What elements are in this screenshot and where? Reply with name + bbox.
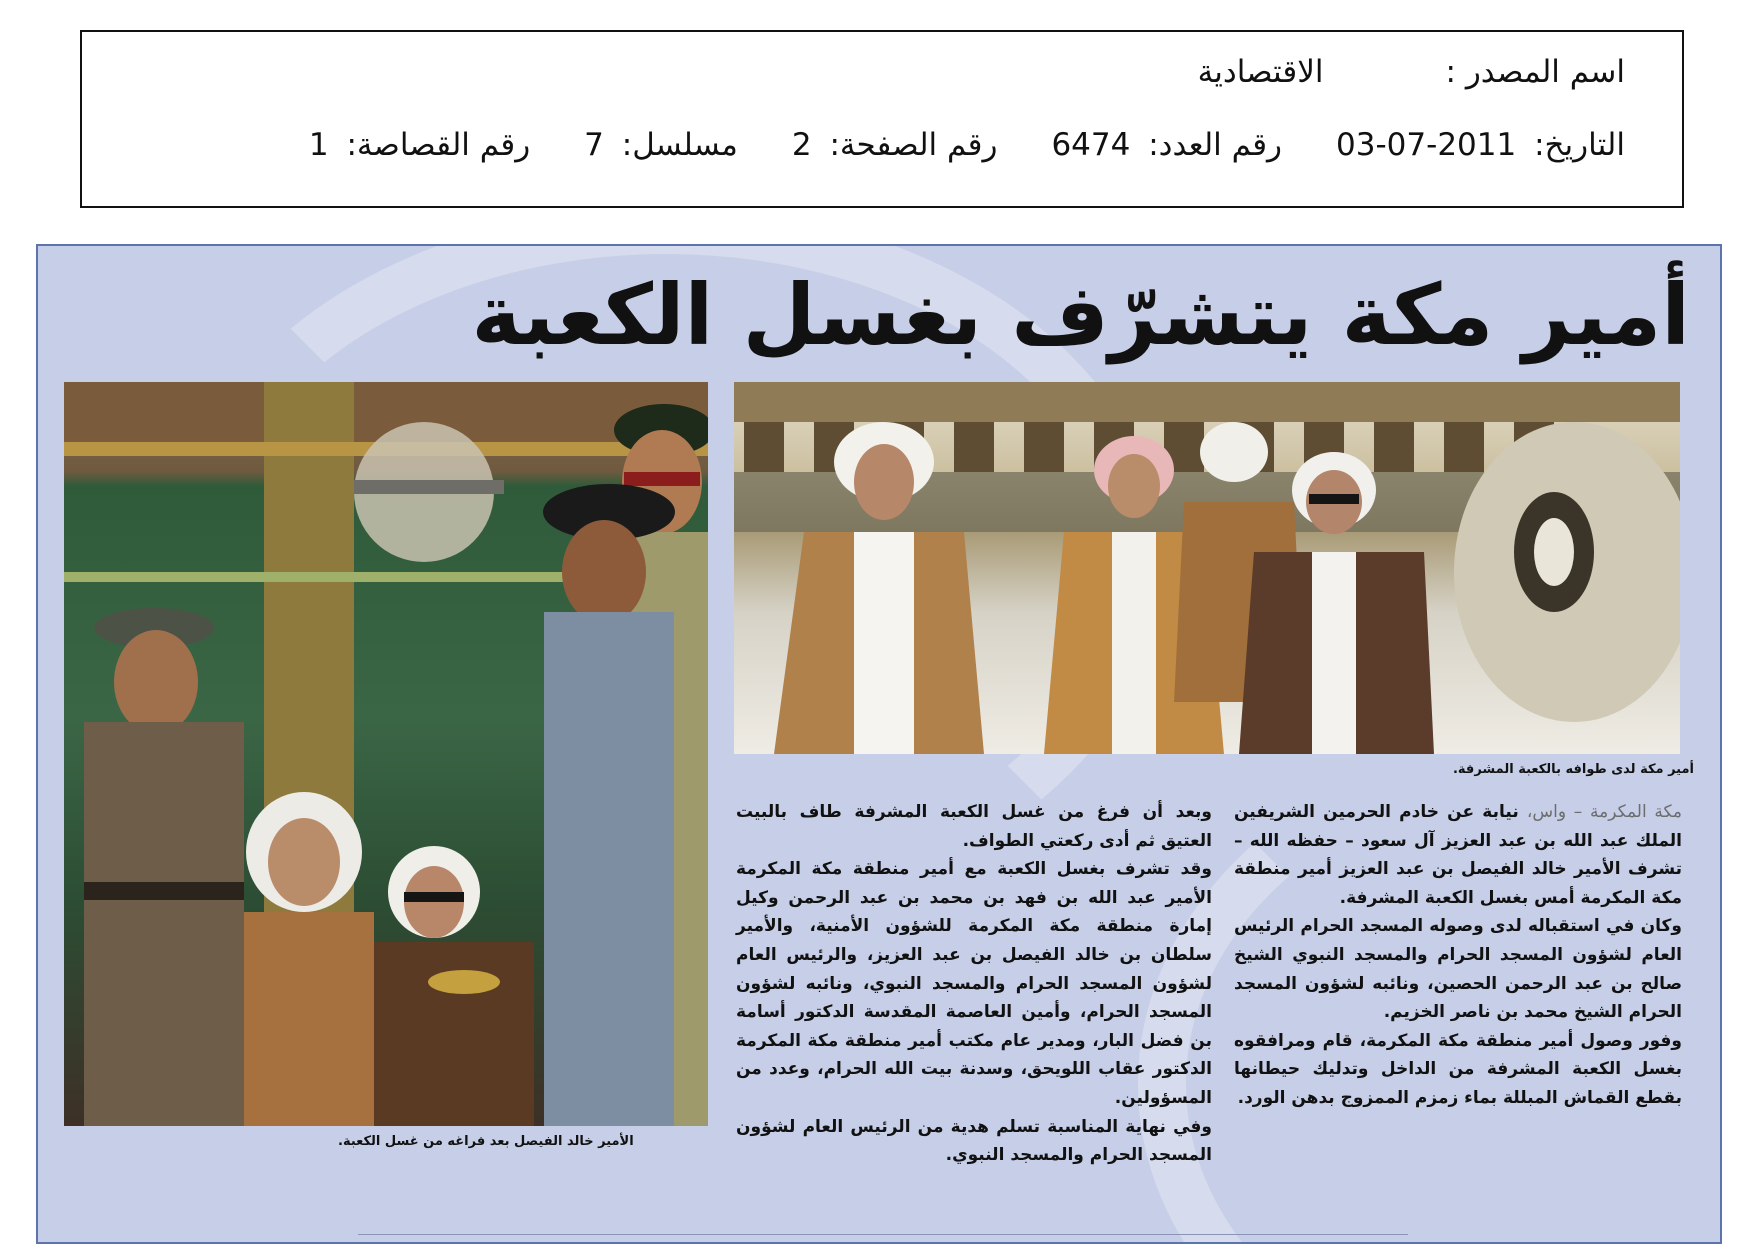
source-row — [1198, 54, 1625, 90]
page-value: 2 — [791, 127, 812, 163]
source-label: اسم المصدر : — [1445, 54, 1625, 90]
photo-caption-procession: أمير مكة لدى طوافه بالكعبة المشرفة. — [1452, 762, 1694, 777]
photo-caption-washing: الأمير خالد الفيصل بعد فراغه من غسل الكعبة. — [338, 1134, 634, 1149]
page-field — [792, 127, 998, 163]
article-paragraph: وكان في استقباله لدى وصوله المسجد الحرام الرئيس العام لشؤون المسجد الحرام والمسجد النبوي الشيخ صالح بن عبد الرحمن الحصين، ونائبه لشؤون المسجد الحرام الشيخ محمد بن ناصر الخزيم. — [1234, 916, 1682, 1023]
article-column-right — [1234, 798, 1682, 1113]
article-headline: أمير مكة يتشرّف بغسل الكعبة — [471, 266, 1690, 364]
article-paragraph: وفور وصول أمير منطقة مكة المكرمة، قام ومرافقوه بغسل الكعبة المشرفة من الداخل وتدليك حيطانها بقطع القماش المبللة بماء زمزم الممزوج بدهن الورد. — [1234, 1030, 1682, 1108]
article-dateline: مكة المكرمة – واس، — [1526, 802, 1682, 822]
photo-kaaba-washing — [64, 382, 708, 1126]
issue-value: 6474 — [1051, 127, 1131, 163]
serial-value: 7 — [584, 127, 604, 163]
meta-row — [255, 127, 1625, 163]
serial-label: مسلسل: — [621, 127, 738, 163]
issue-label: رقم العدد: — [1148, 127, 1283, 163]
photo-tawaf-procession-illustration — [734, 382, 1680, 754]
article-paragraph — [1234, 798, 1682, 912]
issue-field — [1051, 127, 1282, 163]
photo-kaaba-washing-illustration — [64, 382, 708, 1126]
photo-tawaf-procession — [734, 382, 1680, 754]
article-paragraph: وبعد أن فرغ من غسل الكعبة المشرفة طاف بالبيت العتيق ثم أدى ركعتي الطواف. — [736, 802, 1212, 851]
bottom-rule — [358, 1234, 1408, 1235]
page-label: رقم الصفحة: — [829, 127, 998, 163]
serial-field — [584, 127, 738, 163]
clip-label: رقم القصاصة: — [346, 127, 531, 163]
date-field — [1336, 127, 1625, 163]
article-column-middle — [736, 798, 1212, 1170]
newspaper-clipping — [36, 244, 1722, 1244]
date-value: 2011-07-03 — [1336, 127, 1517, 163]
source-value: الاقتصادية — [1197, 54, 1324, 90]
clip-value: 1 — [308, 127, 329, 163]
source-header-box — [80, 30, 1684, 208]
date-label: التاريخ: — [1534, 127, 1625, 163]
article-paragraph: وفي نهاية المناسبة تسلم هدية من الرئيس العام لشؤون المسجد الحرام والمسجد النبوي. — [736, 1116, 1212, 1166]
article-paragraph: وقد تشرف بغسل الكعبة مع أمير منطقة مكة المكرمة الأمير عبد الله بن فهد بن محمد بن عبد الرحمن وكيل إمارة منطقة مكة المكرمة للشؤون الأمنية، والأمير سلطان بن خالد الفيصل بن عبد العزيز، والرئيس العام لشؤون المسجد الحرام والمسجد النبوي، ونائبه لشؤون المسجد الحرام، وأمين العاصمة المقدسة الدكتور أسامة بن فضل البار، ومدير عام مكتب أمير منطقة مكة المكرمة الدكتور عقاب اللويحق، وسدنة بيت الله الحرام، وعدد من المسؤولين. — [736, 859, 1212, 1108]
clip-field — [309, 127, 530, 163]
article-text: نيابة عن خادم الحرمين الشريفين الملك عبد الله بن عبد العزيز آل سعود – حفظه الله – تشرف الأمير خالد الفيصل بن عبد العزيز أمير منطقة مكة المكرمة أمس بغسل الكعبة المشرفة. — [1234, 802, 1682, 908]
